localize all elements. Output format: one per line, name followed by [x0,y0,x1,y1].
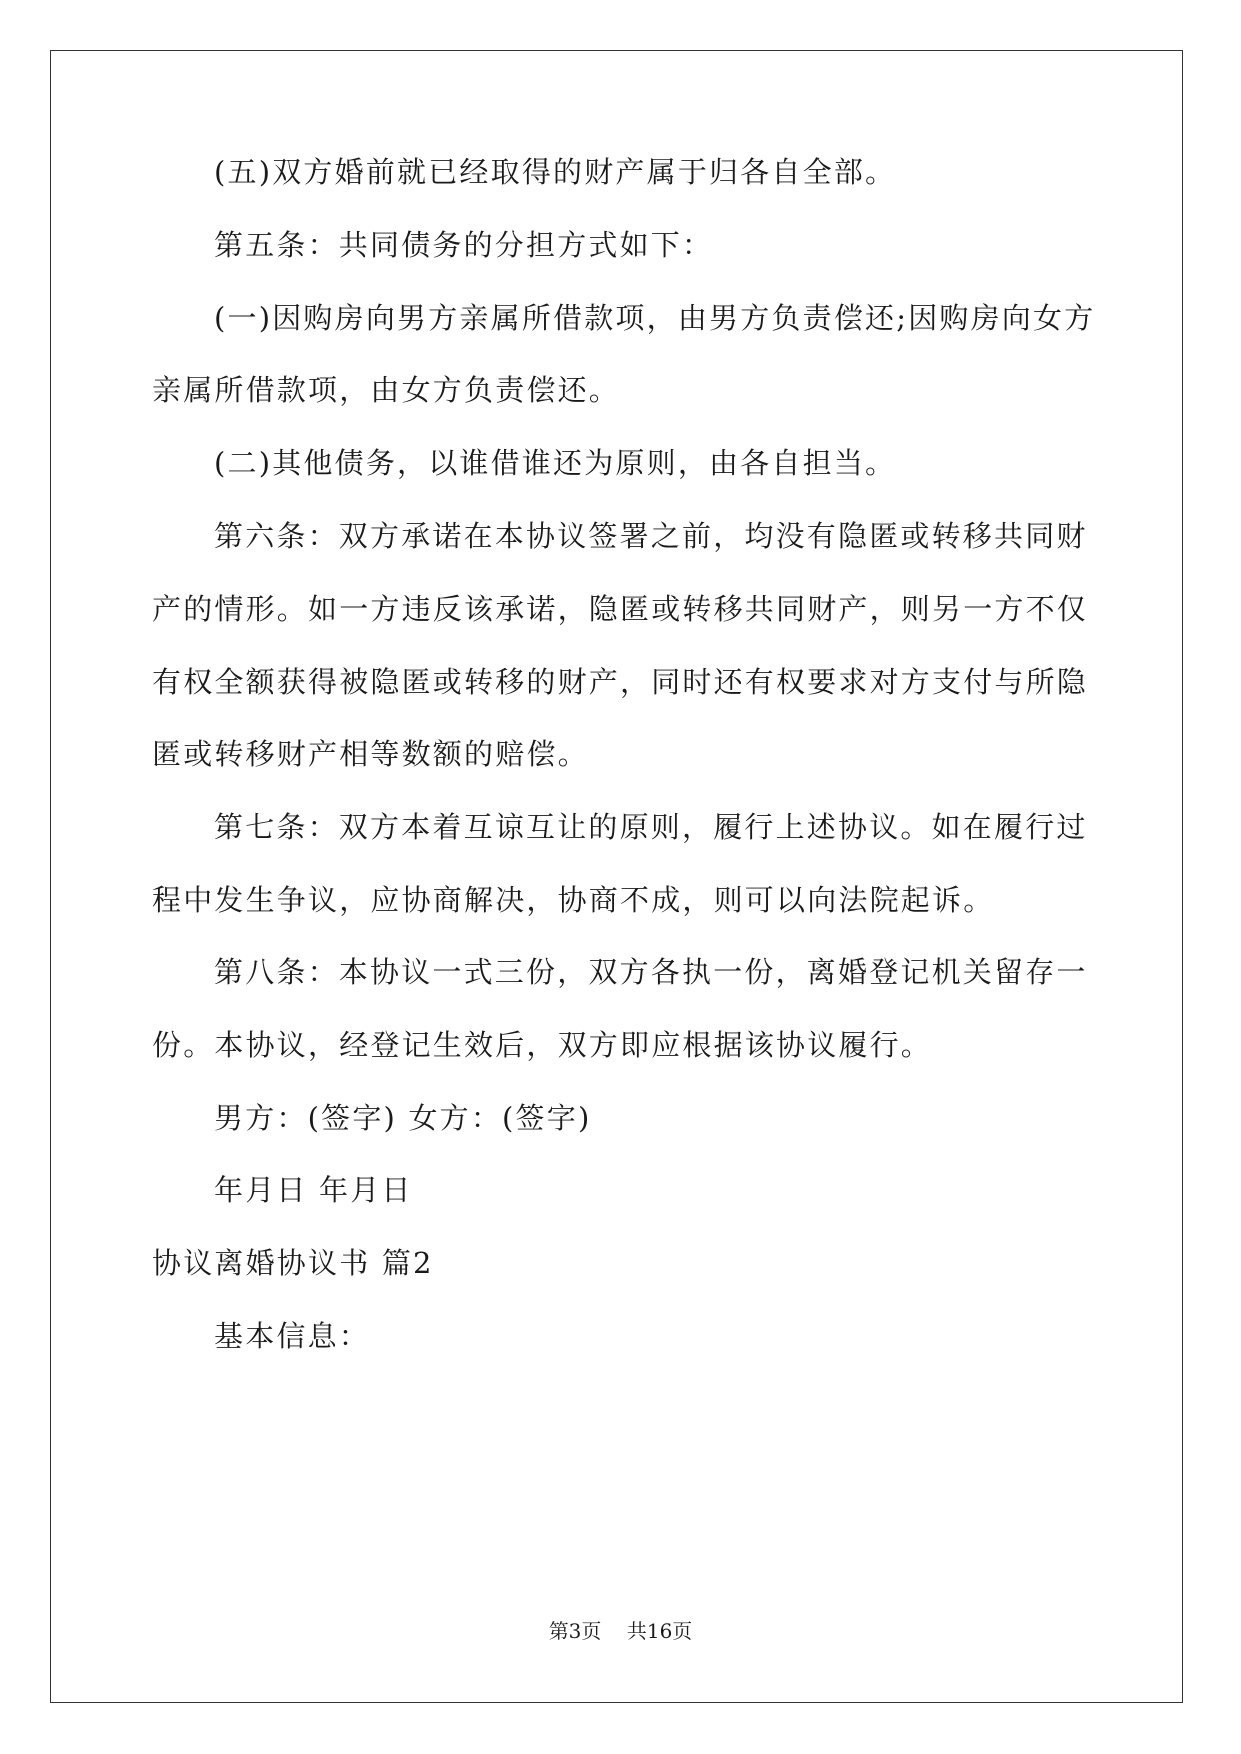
article-8-line: 第八条：本协议一式三份，双方各执一份，离婚登记机关留存一 [214,955,1088,989]
page-footer [0,1618,1241,1644]
paragraph-line: (一)因购房向男方亲属所借款项，由男方负责偿还;因购房向女方 [214,301,1096,335]
page-total: 共16页 [626,1619,693,1643]
paragraph-line: 亲属所借款项，由女方负责偿还。 [152,373,621,407]
paragraph-line: 份。本协议，经登记生效后，双方即应根据该协议履行。 [152,1028,933,1062]
paragraph-line: (五)双方婚前就已经取得的财产属于归各自全部。 [214,155,897,189]
date-line: 年月日 年月日 [214,1173,413,1207]
paragraph-line: 产的情形。如一方违反该承诺，隐匿或转移共同财产，则另一方不仅 [152,592,1089,626]
article-7-line: 第七条：双方本着互谅互让的原则，履行上述协议。如在履行过 [214,810,1088,844]
page-number: 第3页 [548,1619,602,1643]
section-title: 协议离婚协议书 篇2 [152,1246,434,1280]
paragraph-line: 匿或转移财产相等数额的赔偿。 [152,737,589,771]
article-6-line: 第六条：双方承诺在本协议签署之前，均没有隐匿或转移共同财 [214,519,1088,553]
paragraph-line: 程中发生争议，应协商解决，协商不成，则可以向法院起诉。 [152,883,995,917]
paragraph-line: (二)其他债务，以谁借谁还为原则，由各自担当。 [214,446,897,480]
signature-line: 男方：(签字) 女方：(签字) [214,1101,592,1135]
section-subheading: 基本信息： [214,1319,371,1353]
article-5-heading: 第五条：共同债务的分担方式如下： [214,228,714,262]
paragraph-line: 有权全额获得被隐匿或转移的财产，同时还有权要求对方支付与所隐 [152,665,1089,699]
